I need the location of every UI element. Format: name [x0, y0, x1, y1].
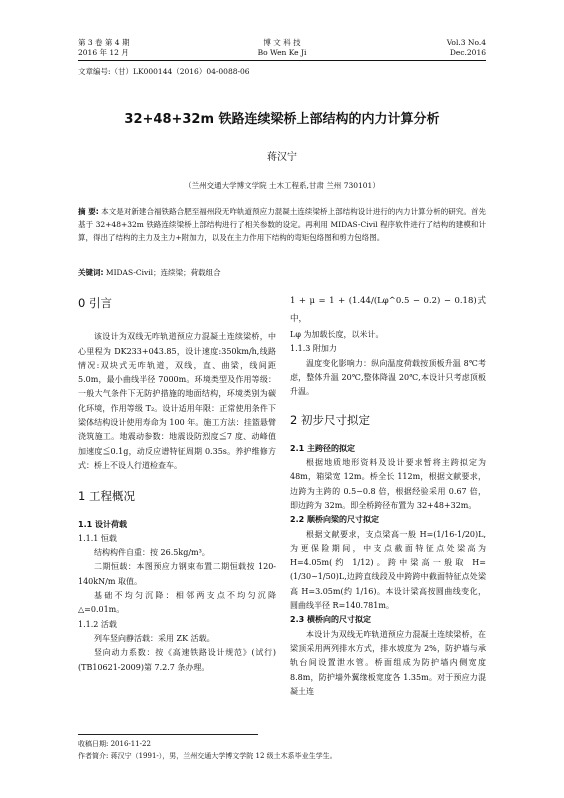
- paper-title: 32+48+32m 铁路连续梁桥上部结构的内力计算分析: [124, 112, 440, 127]
- abstract: [78, 205, 486, 244]
- section-0-heading: 0 引言: [78, 296, 112, 310]
- section-2-2-paragraph: 根据文献要求，支点梁高一般 H=(1/16-1/20)L,为更保险期间，中支点截面特征点处梁高为 H=4.05m(约 1/12)。跨中梁高一般取 H=(1/30~1/50)L,边跨直线段及中跨跨中截面特征点处梁高 H=3.05m(约 1/16)。本设计梁高按圆曲线变化，圆曲线半径 R=140.781m。: [290, 529, 486, 611]
- section-2-1-paragraph: 根据地质地形资料及设计要求暂将主跨拟定为 48m，箱梁宽 12m。桥全长 112m，根据文献要求，边跨为主跨的 0.5−0.8 倍，根据经验采用 0.67 倍，即边跨为 32m。即全桥跨径布置为 32+48+32m。: [290, 458, 486, 510]
- section-2-3-heading: 2.3 横桥向的尺寸拟定: [290, 615, 371, 625]
- section-1-1-1-p1: 结构构件自重：按 26.5kg/m³。: [94, 548, 210, 558]
- footnotes: [78, 738, 486, 762]
- abstract-label: 摘 要:: [78, 207, 99, 216]
- section-1-1-2-heading: 1.1.2 活载: [78, 619, 117, 629]
- volume-issue: 第 3 卷 第 4 期: [78, 38, 130, 47]
- dynamic-coefficient-formula: 1 + μ = 1 + (1.44/(Lφ^0.5 − 0.2) − 0.18)式中，: [290, 296, 486, 324]
- author-affiliation: （兰州交通大学博文学院 土木工程系,甘肃 兰州 730101）: [184, 181, 380, 190]
- section-2-heading: 2 初步尺寸拟定: [290, 413, 370, 428]
- section-1-1-2-p1: 列车竖向静活载：采用 ZK 活载。: [94, 633, 215, 643]
- keywords: [78, 266, 486, 279]
- date-en: Dec.2016: [449, 48, 486, 57]
- formula-note: Lφ 为加载长度，以米计。: [290, 330, 384, 339]
- section-1-1-1-heading: 1.1.1 恒载: [78, 533, 117, 543]
- paper-author: 蒋汉宁: [267, 152, 297, 163]
- journal-name-cn: 博 文 科 技: [263, 38, 301, 47]
- section-2-3-paragraph: 本设计为双线无咋轨道预应力混凝土连续梁桥，在梁顶采用两列排水方式，排水坡度为 2%，防护墙与承轨台间设置泄水管。桥面组成为防护墙内侧宽度 8.8m，防护墙外翼缘板宽度各 1.35m。对于预应力混凝土连: [290, 629, 486, 696]
- footnote-rule: [78, 734, 258, 735]
- section-1-1-1-p3: 基础不均匀沉降：相邻两支点不均匀沉降△=0.01m。: [78, 591, 276, 615]
- keywords-label: 关键词:: [78, 268, 104, 277]
- left-column: [78, 296, 276, 675]
- volume-en: Vol.3 No.4: [446, 38, 486, 47]
- journal-issue: [78, 38, 129, 58]
- section-1-1-2-p2: 竖向动力系数：按《高速铁路设计规范》(试行)(TB10621-2009)第 7.2.7 条办理。: [78, 648, 276, 672]
- abstract-text: 本文是对新建合福铁路合肥至福州段无咋轨道预应力混凝土连续梁桥上部结构设计进行的内力计算分析的研究。首先基于 32+48+32m 铁路连续梁桥上部结构进行了相关参数的设定。再利用 MIDAS-Civil 程序软件进行了结构的建模和计算，得出了结构的主力及主力+附加力，以及在主力作用下结构的弯矩包络图和剪力包络图。: [78, 207, 486, 242]
- section-1-1-heading: 1.1 设计荷载: [78, 519, 127, 529]
- journal-name: [200, 38, 364, 58]
- received-date: 收稿日期: 2016-11-22: [78, 740, 151, 748]
- journal-name-pinyin: Bo Wen Ke Ji: [257, 48, 307, 57]
- section-1-1-1-p2: 二期恒载：本图预应力钢束布置二期恒载按 120-140kN/m 取值。: [78, 562, 276, 586]
- section-1-heading: 1 工程概况: [78, 489, 135, 504]
- section-2-1-heading: 2.1 主跨径的拟定: [290, 443, 355, 453]
- author-bio: 作者简介: 蒋汉宁（1991-），男，兰州交通大学博文学院 12 级土木系毕业生学生。: [78, 752, 337, 760]
- header-rule: [78, 60, 486, 61]
- keywords-text: MIDAS-Civil；连续梁；荷载组合: [105, 268, 221, 277]
- section-1-1-3-paragraph: 温度变化影响力：纵向温度荷载按顶板升温 8℃考虑，整体升温 20℃,整体降温 20℃,本设计只考虑顶板升温。: [290, 358, 486, 397]
- section-2-2-heading: 2.2 顺桥向梁的尺寸拟定: [290, 515, 379, 525]
- right-column: [290, 292, 486, 699]
- article-number: 文章编号:（甘）LK000144（2016）04-0088-06: [78, 67, 250, 76]
- section-1-1-3-heading: 1.1.3 附加力: [290, 344, 337, 354]
- journal-volume-en: [447, 38, 486, 58]
- issue-date: 2016 年 12 月: [78, 48, 129, 57]
- section-0-paragraph: 该设计为双线无咋轨道预应力混凝土连续梁桥，中心里程为 DK233+043.85，设计速度:350km/h,线路情况:双块式无咋轨道，双线，直、曲梁，线间距 5.0m，最小曲线半径 7000m。环境类型及作用等级：一般大气条件下无防护措施的地面结构，环境类别为碳化环境，作用等级 T₂。设计适用年限：正常使用条件下梁体结构设计使用寿命为 100 年。施工方法：挂篮悬臂浇筑施工。地震动参数：地震设防烈度≦7 度、动峰值加速度≦0.1g，动反应谱特征周期 0.35s。养护维修方式：桥上不设人行道检查车。: [78, 332, 276, 470]
